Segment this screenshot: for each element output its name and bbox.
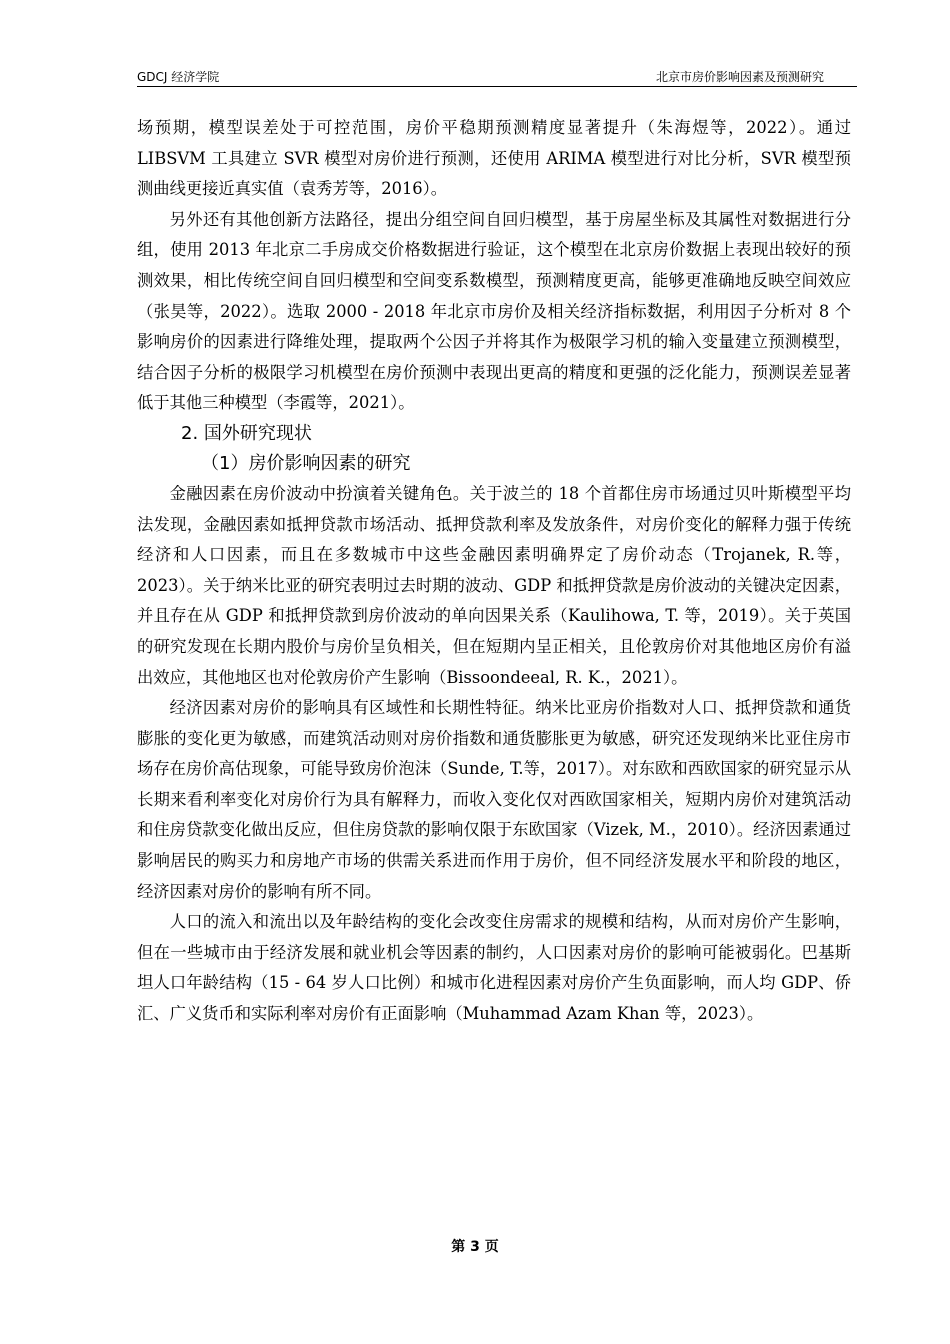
section-heading: 2. 国外研究现状 [181, 422, 312, 444]
paragraph-5: 人口的流入和流出以及年龄结构的变化会改变住房需求的规模和结构，从而对房价产生影响，但在一些城市由于经济发展和就业机会等因素的制约，人口因素对房价的影响可能被弱化。巴基斯坦人口年龄结构（15 - 64 岁人口比例）和城市化进程因素对房价产生负面影响，而人均 GDP、侨汇、广义货币和实际利率对房价有正面影响（Muhammad Azam Khan 等，2023）。 [137, 912, 851, 1024]
paragraph-4: 经济因素对房价的影响具有区域性和长期性特征。纳米比亚房价指数对人口、抵押贷款和通货膨胀的变化更为敏感，而建筑活动则对房价指数和通货膨胀更为敏感，研究还发现纳米比亚住房市场存在房价高估现象，可能导致房价泡沫（Sunde, T.等，2017）。对东欧和西欧国家的研究显示从长期来看利率变化对房价行为具有解释力，而收入变化仅对西欧国家相关，短期内房价对建筑活动和住房贷款变化做出反应，但住房贷款的影响仅限于东欧国家（Vizek, M.，2010）。经济因素通过影响居民的购买力和房地产市场的供需关系进而作用于房价，但不同经济发展水平和阶段的地区，经济因素对房价的影响有所不同。 [137, 698, 851, 901]
page-body [137, 113, 851, 1030]
subsection-heading: （1）房价影响因素的研究 [201, 452, 411, 474]
paragraph-2: 另外还有其他创新方法路径，提出分组空间自回归模型，基于房屋坐标及其属性对数据进行分组，使用 2013 年北京二手房成交价格数据进行验证，这个模型在北京房价数据上表现出较好的预测效果，相比传统空间自回归模型和空间变系数模型，预测精度更高，能够更准确地反映空间效应（张昊等，2022）。选取 2000 - 2018 年北京市房价及相关经济指标数据，利用因子分析对 8 个影响房价的因素进行降维处理，提取两个公因子并将其作为极限学习机的输入变量建立预测模型，结合因子分析的极限学习机模型在房价预测中表现出更高的精度和更强的泛化能力，预测误差显著低于其他三种模型（李霞等，2021）。 [137, 209, 851, 413]
page-number: 第 3 页 [451, 1239, 499, 1255]
page-header [137, 68, 856, 88]
paragraph-3: 金融因素在房价波动中扮演着关键角色。关于波兰的 18 个首都住房市场通过贝叶斯模型平均法发现，金融因素如抵押贷款市场活动、抵押贷款利率及发放条件，对房价变化的解释力强于传统经济和人口因素，而且在多数城市中这些金融因素明确界定了房价动态（Trojanek, R.等，2023）。关于纳米比亚的研究表明过去时期的波动、GDP 和抵押贷款是房价波动的关键决定因素，并且存在从 GDP 和抵押贷款到房价波动的单向因果关系（Kaulihowa, T. 等，2019）。关于英国的研究发现在长期内股价与房价呈负相关，但在短期内呈正相关，且伦敦房价对其他地区房价有溢出效应，其他地区也对伦敦房价产生影响（Bissoondeeal, R. K.，2021）。 [137, 483, 851, 687]
header-institution: GDCJ 经济学院 [137, 70, 220, 84]
header-divider [137, 86, 857, 87]
header-title: 北京市房价影响因素及预测研究 [655, 70, 824, 84]
paragraph-1: 场预期，模型误差处于可控范围，房价平稳期预测精度显著提升（朱海煜等，2022）。通过 LIBSVM 工具建立 SVR 模型对房价进行预测，还使用 ARIMA 模型进行对比分析，SVR 模型预测曲线更接近真实值（袁秀芳等，2016）。 [137, 118, 851, 199]
